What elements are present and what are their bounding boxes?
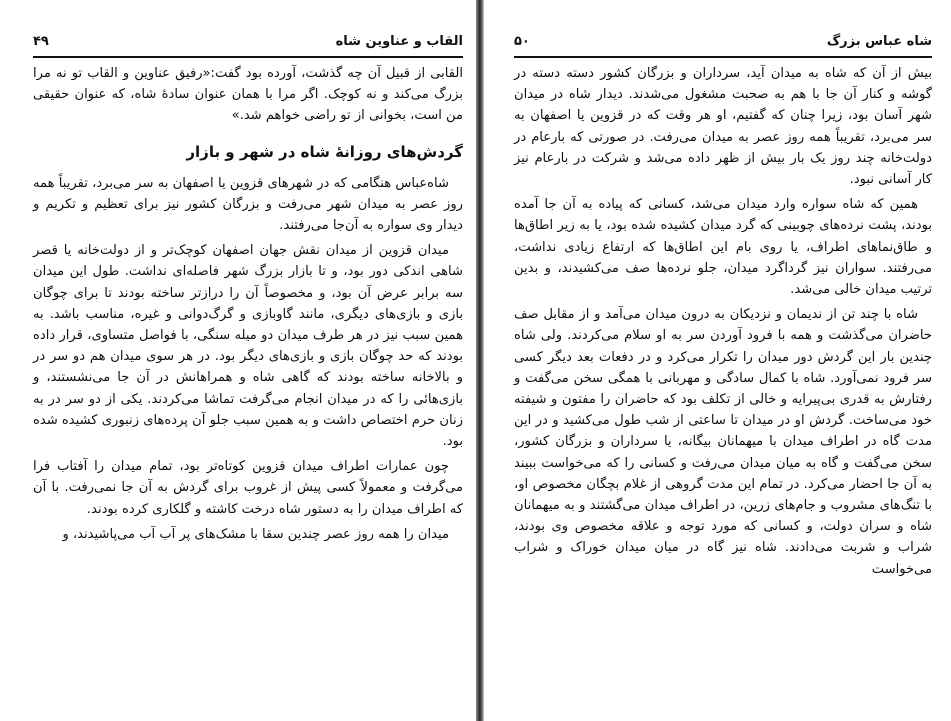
right-header-rule	[514, 56, 932, 58]
paragraph: چون عمارات اطراف میدان قزوین کوتاه‌تر بود، تمام میدان را آفتاب فرا می‌گرفت و معمولاً کسی پیش از غروب برای گردش به آن جا نمی‌رفت. با آن که اطراف میدان را به دستور شاه درخت کاشته و گلکاری کرده بودند.	[33, 459, 463, 517]
paragraph: میدان قزوین از میدان نقش جهان اصفهان کوچک‌تر و از دولت‌خانه یا قصر شاهی اندکی دور بود، و تا بازار بزرگ شهر فاصله‌ای نداشت. طول این میدان سه برابر عرض آن بود، و مخصوصاً آن را درازتر ساخته بودند تا برای چوگان بازی و بازی‌های دیگری، مانند گاوبازی و گرگ‌دوانی و غیره، مناسب باشد. به همین سبب نیز در هر طرف میدان دو میله سنگی، با فواصل متساوی، قرار داده بودند که حد چوگان بازی و بازی‌های دیگر بود. در هر سوی میدان هم دو سر در و بالاخانه ساخته بودند که گاهی شاه و همراهانش در آن جا می‌نشستند، و بازی‌هائی را که در میدان انجام می‌گرفت تماشا می‌کردند. یکی از دو سر در به زنان حرم اختصاص داشت و به همین سبب جلو آن پرده‌های زنبوری کشیده شده بود.	[33, 243, 463, 450]
paragraph: القابی از قبیل آن چه گذشت، آورده بود گفت:«رفیق عناوین و القاب تو نه مرا بزرگ می‌کند و نه کوچک. اگر مرا با همان عنوان سادهٔ شاه، که عنوان حقیقی من است، بخوانی از تو راضی خواهم شد.»	[33, 66, 463, 124]
paragraph: شاه‌عباس هنگامی که در شهرهای قزوین یا اصفهان به سر می‌برد، تقریباً همه روز عصر به میدان شهر می‌رفت و بزرگان کشور نیز برای تعظیم و تکریم و دیدار وی سواره به آن‌جا می‌رفتند.	[33, 175, 463, 234]
paragraph: همین که شاه سواره وارد میدان می‌شد، کسانی که پیاده به آن جا آمده بودند، پشت نرده‌های چوبینی که گرد میدان کشیده شده بود، یا به زیر اطاق‌ها و طاق‌نماهای اطراف، یا روی بام این اطاق‌ها که ارتفاع زیادی نداشت، می‌رفتند. سواران نیز گرداگرد میدان، جلو نرده‌ها صف می‌کشیدند، و بدین ترتیب میدان خالی می‌شد.	[514, 197, 932, 298]
right-running-title: شاه عباس بزرگ	[826, 34, 932, 49]
book-gutter	[476, 0, 484, 721]
right-running-head	[514, 34, 932, 56]
section-heading: گردش‌های روزانهٔ شاه در شهر و بازار	[186, 142, 463, 161]
left-running-title: القاب و عناوین شاه	[335, 34, 463, 49]
right-page	[484, 0, 951, 721]
paragraph: شاه با چند تن از ندیمان و نزدیکان به درون میدان می‌آمد و از مقابل صف حاضران می‌گذشت و همه با فرود آوردن سر به او سلام می‌کردند. ولی شاه چندین بار این گردش دور میدان را تکرار می‌کرد و در دفعات بعد دیگر کسی سر فرود نمی‌آورد. شاه با کمال سادگی و مهربانی با همگی سخن می‌گفت و رفتارش به قدری بی‌پیرایه و خالی از تکلف بود که حاضران را مفتون و شیفته خود می‌ساخت. گردش او در میدان تا ساعتی از شب طول می‌کشید و در این مدت گاه در اطراف میدان با میهمانان بیگانه، یا سرداران و بزرگان کشور، سخن می‌گفت و گاه به میان میدان می‌رفت و کسانی را که می‌خواست ببیند به آن جا احضار می‌کرد. در تمام این مدت گروهی از غلام بچگان مخصوص او، با تنگ‌های مشروب و جام‌های زرین، در اطراف میدان می‌گشتند و به میهمانان شاه و سران دولت، و کسانی که مورد توجه و علاقه مخصوص وی بودند، شراب و شربت می‌دادند. شاه نیز گاه در میان میدان خوراک و شراب می‌خواست	[514, 307, 932, 577]
right-page-number: ۵۰	[514, 34, 530, 49]
left-running-head	[33, 34, 463, 56]
left-page-number: ۴۹	[33, 34, 49, 49]
right-body-text	[514, 63, 932, 580]
left-header-rule	[33, 56, 463, 58]
paragraph: بیش از آن که شاه به میدان آید، سرداران و بزرگان کشور دسته دسته در گوشه و کنار آن جا با هم به صحبت مشغول می‌شدند. دیدار شاه در میدان شهر آسان بود، زیرا چنان که گفتیم، او هر وقت که در قزوین یا اصفهان به سر می‌برد، تقریباً همه روز عصر به میدان می‌رفت. در صورتی که بارعام در دولت‌خانه چند روز یک بار بیش از ظهر داده می‌شد و شرکت در بارعام نیز کار آسانی نبود.	[514, 66, 932, 188]
paragraph: میدان را همه روز عصر چندین سقا با مشک‌های پر آب آب می‌پاشیدند، و	[62, 526, 449, 542]
left-body-text	[33, 63, 463, 545]
